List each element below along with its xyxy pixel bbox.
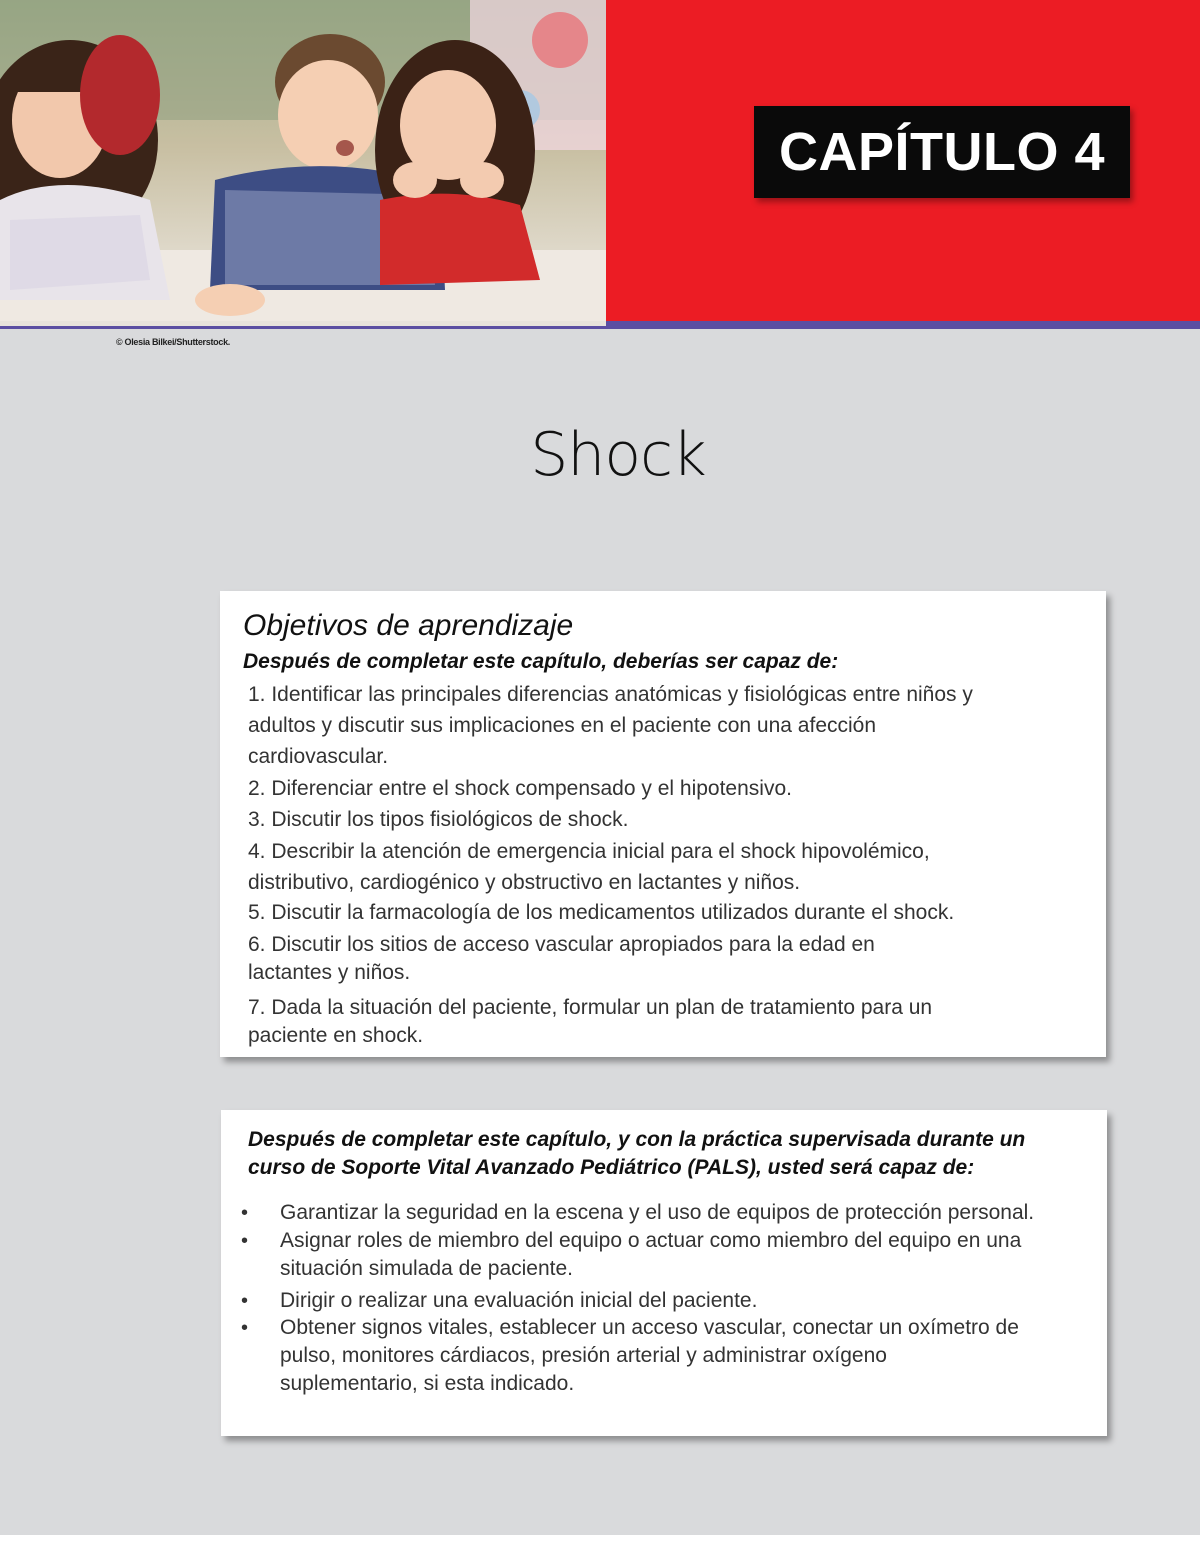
children-photo-illustration xyxy=(0,0,606,326)
objective-line: lactantes y niños. xyxy=(248,961,411,984)
objective-line: cardiovascular. xyxy=(248,745,389,768)
page-title: Shock xyxy=(530,420,706,490)
objective-line: 6. Discutir los sitios de acceso vascular apropiados para la edad en xyxy=(248,933,875,956)
bullet-marker: • xyxy=(241,1290,249,1312)
objective-line: 2. Diferenciar entre el shock compensado y el hipotensivo. xyxy=(248,777,792,800)
objectives-intro: Después de completar este capítulo, deberías ser capaz de: xyxy=(243,650,839,673)
objective-line: 1. Identificar las principales diferencias anatómicas y fisiológicas entre niños y xyxy=(248,683,973,706)
skill-item-line: pulso, monitores cárdiacos, presión arterial y administrar oxígeno xyxy=(280,1344,887,1367)
objectives-heading: Objetivos de aprendizaje xyxy=(243,609,574,642)
skills-intro-line: Después de completar este capítulo, y con la práctica supervisada durante un xyxy=(248,1128,1026,1151)
objective-line: 4. Describir la atención de emergencia inicial para el shock hipovolémico, xyxy=(248,840,930,863)
objective-line: 3. Discutir los tipos fisiológicos de shock. xyxy=(248,808,629,831)
bullet-marker: • xyxy=(241,1230,249,1252)
objective-line: 5. Discutir la farmacología de los medicamentos utilizados durante el shock. xyxy=(248,901,955,924)
children-photo xyxy=(0,0,606,326)
skill-item-line: Obtener signos vitales, establecer un acceso vascular, conectar un oxímetro de xyxy=(280,1316,1019,1339)
bullet-marker: • xyxy=(241,1202,249,1224)
skill-item-line: suplementario, si esta indicado. xyxy=(280,1372,575,1395)
skill-item-line: Garantizar la seguridad en la escena y el uso de equipos de protección personal. xyxy=(280,1201,1035,1224)
chapter-label: CAPÍTULO 4 xyxy=(754,106,1130,198)
skill-item-line: situación simulada de paciente. xyxy=(280,1257,574,1280)
photo-bottom-edge xyxy=(0,321,606,326)
skill-item-line: Dirigir o realizar una evaluación inicial del paciente. xyxy=(280,1289,758,1312)
skills-intro-line: curso de Soporte Vital Avanzado Pediátrico (PALS), usted será capaz de: xyxy=(248,1156,975,1179)
skill-item-line: Asignar roles de miembro del equipo o actuar como miembro del equipo en una xyxy=(280,1229,1022,1252)
objective-line: paciente en shock. xyxy=(248,1024,424,1047)
photo-credit: © Olesia Bilkei/Shutterstock. xyxy=(116,337,230,347)
objective-line: distributivo, cardiogénico y obstructivo en lactantes y niños. xyxy=(248,871,801,894)
pals-skills-box xyxy=(221,1110,1107,1436)
learning-objectives-box xyxy=(220,591,1106,1057)
objective-line: 7. Dada la situación del paciente, formular un plan de tratamiento para un xyxy=(248,996,933,1019)
skills-intro xyxy=(248,1126,1078,1182)
bullet-marker: • xyxy=(241,1317,249,1339)
objective-line: adultos y discutir sus implicaciones en el paciente con una afección xyxy=(248,714,877,737)
